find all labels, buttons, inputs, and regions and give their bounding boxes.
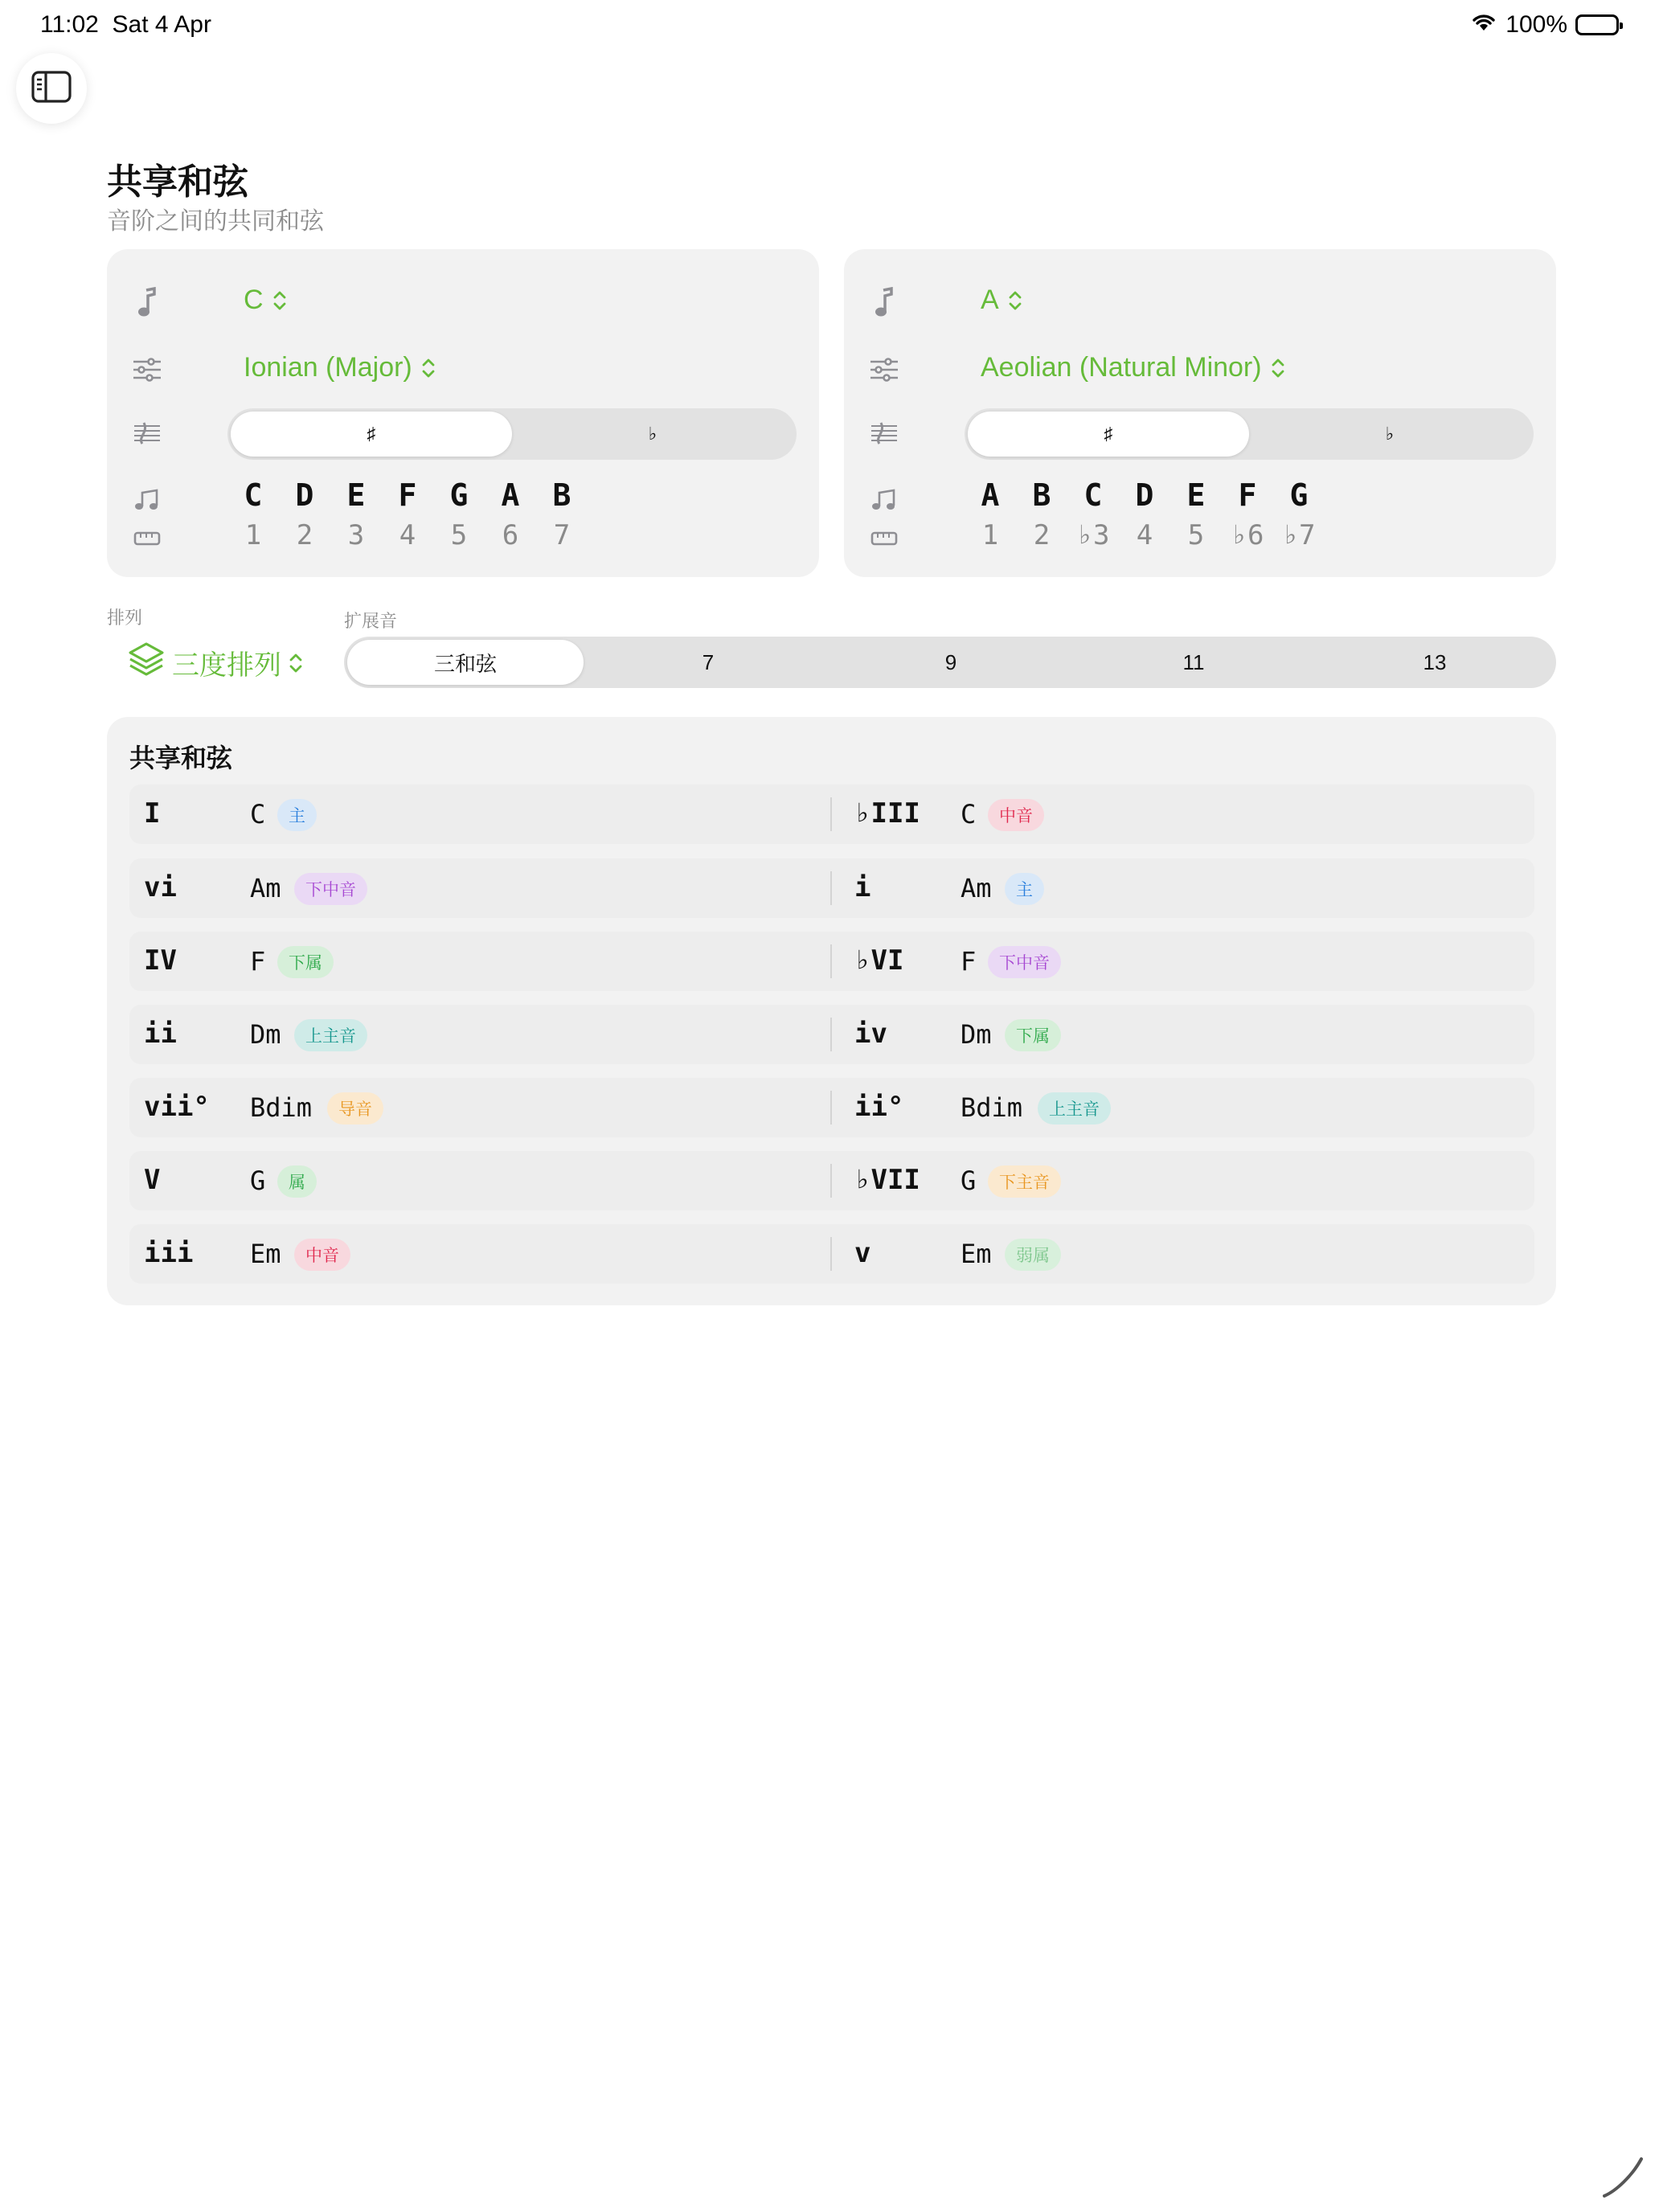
status-time: [40, 11, 211, 39]
shared-chords-card: [107, 717, 1556, 1305]
chord-name: F: [961, 946, 977, 977]
chord-name: Am: [250, 873, 281, 903]
arrangement-label: 排列: [107, 608, 143, 628]
function-badge: 中音: [988, 799, 1044, 831]
roman-numeral: ii: [144, 1018, 177, 1050]
column-divider: [830, 1164, 832, 1198]
function-badge: 主: [277, 799, 317, 831]
chord-row[interactable]: [129, 858, 1534, 918]
ruler-icon: [866, 521, 902, 556]
note: C: [244, 477, 263, 513]
battery-percent: 100%: [1505, 11, 1567, 38]
arrangement-picker[interactable]: [127, 640, 304, 686]
column-divider: [830, 871, 832, 905]
degree: 4: [1136, 519, 1153, 551]
extension-option-7[interactable]: 7: [702, 649, 715, 674]
chord-name: G: [250, 1165, 266, 1196]
mode-picker-right-value: Aeolian (Natural Minor): [981, 352, 1262, 383]
mode-picker-left[interactable]: [244, 352, 436, 383]
chevron-updown-icon: [420, 356, 436, 380]
music-note-icon: [129, 285, 165, 320]
degree: ♭6: [1231, 519, 1264, 551]
extension-option-13[interactable]: 13: [1423, 649, 1447, 674]
note: C: [1083, 477, 1103, 513]
roman-numeral: i: [854, 871, 871, 903]
chevron-updown-icon: [288, 651, 304, 675]
extensions-segmented: [344, 637, 1556, 688]
function-badge: 中音: [294, 1239, 350, 1271]
roman-numeral: vii°: [144, 1091, 210, 1123]
note: F: [398, 477, 417, 513]
scale-card-right: [844, 249, 1556, 577]
extension-option-9[interactable]: 9: [944, 649, 957, 674]
battery-icon: [1575, 14, 1619, 35]
roman-numeral: iv: [854, 1018, 887, 1050]
degree: 3: [347, 519, 365, 551]
degree: 2: [296, 519, 313, 551]
page-title: 共享和弦: [107, 162, 248, 202]
chevron-updown-icon: [272, 289, 288, 313]
shared-chords-title: 共享和弦: [129, 743, 233, 772]
scale-notes-right: [965, 477, 1325, 513]
roman-numeral: IV: [144, 944, 177, 977]
notes-icon: [129, 482, 165, 518]
roman-numeral: iii: [144, 1237, 194, 1269]
mode-picker-left-value: Ionian (Major): [244, 352, 412, 383]
chord-name: Em: [961, 1239, 992, 1269]
function-badge: 下中音: [988, 946, 1061, 978]
sliders-icon: [866, 352, 902, 387]
column-divider: [830, 944, 832, 978]
function-badge: 上主音: [294, 1019, 367, 1051]
chord-name: F: [250, 946, 266, 977]
chord-row[interactable]: [129, 1078, 1534, 1137]
chord-name: Am: [961, 873, 992, 903]
key-picker-left[interactable]: [244, 285, 288, 316]
note: A: [981, 477, 1000, 513]
accidental-sharp-right[interactable]: ♯: [968, 412, 1249, 457]
function-badge: 下主音: [988, 1165, 1061, 1198]
chord-name: Dm: [961, 1019, 992, 1050]
arrangement-value: 三度排列: [172, 650, 281, 681]
degree: ♭3: [1076, 519, 1110, 551]
chord-name: Bdim: [961, 1092, 1023, 1123]
chord-name: G: [961, 1165, 977, 1196]
chord-name: Em: [250, 1239, 281, 1269]
extension-option-11[interactable]: 11: [1182, 649, 1205, 674]
scale-notes-left: [227, 477, 588, 513]
chevron-updown-icon: [1007, 289, 1023, 313]
chord-row[interactable]: [129, 932, 1534, 991]
staff-icon: [129, 416, 165, 452]
note: F: [1238, 477, 1257, 513]
note: D: [295, 477, 314, 513]
chevron-updown-icon: [1270, 356, 1286, 380]
roman-numeral: ♭VII: [854, 1164, 920, 1196]
degree: 5: [1187, 519, 1205, 551]
music-note-icon: [866, 285, 902, 320]
status-clock: 11:02: [40, 11, 99, 38]
function-badge: 主: [1005, 873, 1044, 905]
key-picker-right-value: A: [981, 285, 999, 315]
roman-numeral: ♭VI: [854, 944, 904, 977]
scale-degrees-right: [965, 519, 1325, 551]
mode-picker-right[interactable]: [981, 352, 1286, 383]
ruler-icon: [129, 521, 165, 556]
function-badge: 属: [277, 1165, 317, 1198]
note: E: [1186, 477, 1206, 513]
accidental-flat-left[interactable]: ♭: [648, 424, 657, 444]
function-badge: 下中音: [294, 873, 367, 905]
accidental-segmented-left: [227, 408, 797, 460]
chord-row[interactable]: [129, 784, 1534, 844]
degree: 7: [553, 519, 571, 551]
sidebar-toggle-icon: [31, 70, 72, 108]
degree: 2: [1033, 519, 1051, 551]
roman-numeral: V: [144, 1164, 161, 1196]
sidebar-toggle-button[interactable]: [16, 53, 87, 124]
function-badge: 下属: [1005, 1019, 1061, 1051]
note: D: [1135, 477, 1154, 513]
layers-icon: [127, 640, 166, 686]
note: B: [1032, 477, 1051, 513]
page-subtitle: 音阶之间的共同和弦: [107, 208, 324, 235]
chord-name: Bdim: [250, 1092, 313, 1123]
function-badge: 弱属: [1005, 1239, 1061, 1271]
note: G: [449, 477, 469, 513]
sliders-icon: [129, 352, 165, 387]
note: A: [501, 477, 520, 513]
chord-name: C: [250, 799, 266, 830]
roman-numeral: ii°: [854, 1091, 904, 1123]
note: B: [552, 477, 571, 513]
degree: 4: [399, 519, 416, 551]
degree: ♭7: [1282, 519, 1316, 551]
chord-name: Dm: [250, 1019, 281, 1050]
degree: 1: [244, 519, 262, 551]
chord-row[interactable]: [129, 1005, 1534, 1064]
roman-numeral: ♭III: [854, 797, 920, 830]
status-date: Sat 4 Apr: [112, 11, 211, 38]
column-divider: [830, 1018, 832, 1051]
roman-numeral: I: [144, 797, 161, 830]
accidental-segmented-right: [965, 408, 1534, 460]
column-divider: [830, 1237, 832, 1271]
scale-card-left: [107, 249, 819, 577]
extensions-label: 扩展音: [344, 611, 398, 631]
note: G: [1289, 477, 1309, 513]
degree: 6: [502, 519, 519, 551]
degree: 5: [450, 519, 468, 551]
chord-name: C: [961, 799, 977, 830]
roman-numeral: vi: [144, 871, 177, 903]
status-indicators: [1470, 11, 1619, 39]
function-badge: 上主音: [1038, 1092, 1111, 1124]
chord-row[interactable]: [129, 1151, 1534, 1210]
chord-row[interactable]: [129, 1224, 1534, 1284]
function-badge: 下属: [277, 946, 334, 978]
wifi-icon: [1470, 11, 1497, 39]
staff-icon: [866, 416, 902, 452]
pencil-hover-icon: [1600, 2153, 1648, 2201]
note: E: [346, 477, 366, 513]
scale-degrees-left: [227, 519, 588, 551]
roman-numeral: v: [854, 1237, 871, 1269]
column-divider: [830, 1091, 832, 1124]
degree: 1: [981, 519, 999, 551]
function-badge: 导音: [327, 1092, 383, 1124]
column-divider: [830, 797, 832, 831]
notes-icon: [866, 482, 902, 518]
key-picker-right[interactable]: [981, 285, 1023, 316]
extension-option-triad[interactable]: 三和弦: [347, 640, 584, 685]
accidental-sharp-left[interactable]: ♯: [231, 412, 512, 457]
key-picker-left-value: C: [244, 285, 264, 315]
accidental-flat-right[interactable]: ♭: [1385, 424, 1395, 444]
